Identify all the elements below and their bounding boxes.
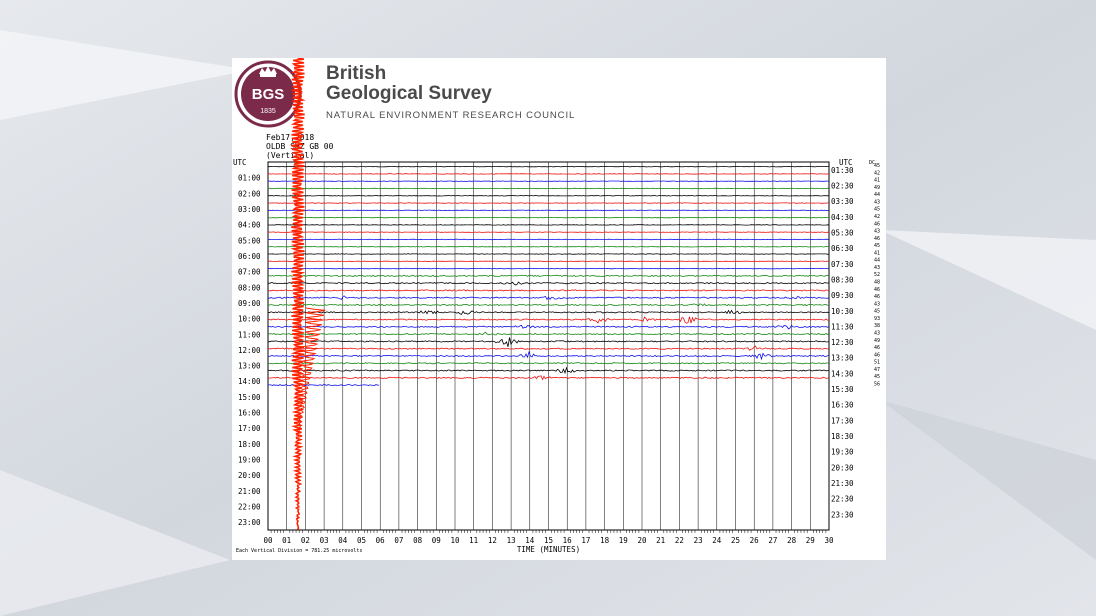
utc-hour-label: 03:00 (238, 204, 261, 214)
dc-value: 42 (874, 213, 881, 220)
dc-value: 43 (874, 301, 881, 308)
dc-value: 46 (874, 352, 881, 359)
x-tick-label: 25 (730, 536, 741, 545)
seismic-trace (268, 166, 829, 167)
x-axis-title: TIME (MINUTES) (516, 545, 581, 554)
utc-hour-label: 12:00 (238, 345, 261, 355)
utc-hour-label: 15:00 (238, 392, 261, 402)
utc-hour-label: 14:00 (238, 377, 261, 387)
x-tick-label: 03 (319, 536, 329, 545)
dc-value: 45 (874, 308, 881, 315)
org-subtitle: NATURAL ENVIRONMENT RESEARCH COUNCIL (326, 110, 576, 121)
x-tick-label: 16 (562, 536, 572, 545)
seismic-trace (268, 232, 829, 233)
x-tick-label: 21 (656, 536, 666, 545)
x-tick-label: 15 (543, 536, 554, 545)
x-tick-label: 23 (693, 536, 703, 545)
dc-value: 47 (874, 366, 881, 373)
x-tick-label: 13 (506, 536, 516, 545)
utc-hour-label: 06:00 (238, 251, 261, 261)
seismic-trace (268, 210, 829, 211)
utc-hour-label: 16:00 (238, 408, 261, 418)
x-tick-label: 01 (282, 536, 292, 545)
seismogram-plot (232, 58, 886, 560)
utc-halfhour-label: 13:30 (831, 353, 854, 363)
org-name-line1: British (326, 63, 387, 84)
utc-hour-label: 07:00 (238, 267, 261, 277)
x-tick-label: 12 (487, 536, 497, 545)
dc-value: 43 (874, 228, 881, 235)
utc-halfhour-label: 12:30 (831, 338, 854, 348)
dc-value: 45 (874, 163, 881, 169)
utc-hour-label: 21:00 (238, 486, 261, 496)
seismic-trace (268, 247, 829, 248)
x-tick-label: 08 (413, 536, 423, 545)
x-tick-label: 28 (787, 536, 797, 545)
x-tick-label: 14 (525, 536, 535, 545)
x-tick-label: 19 (618, 536, 628, 545)
dc-value: 49 (874, 337, 881, 344)
utc-halfhour-label: 15:30 (831, 385, 854, 395)
utc-hour-label: 22:00 (238, 502, 261, 512)
x-tick-label: 29 (805, 536, 815, 545)
x-tick-label: 11 (469, 536, 479, 545)
dc-value: 52 (874, 272, 881, 279)
dc-value: 42 (874, 170, 881, 177)
x-tick-label: 06 (375, 536, 385, 545)
dc-header: DC (869, 160, 876, 166)
dc-value: 45 (874, 243, 881, 250)
dc-value: 45 (874, 374, 881, 381)
dc-value: 44 (874, 192, 881, 199)
x-tick-label: 00 (263, 536, 273, 545)
dc-value: 44 (874, 257, 881, 264)
seismic-trace (268, 217, 829, 218)
x-tick-label: 02 (300, 536, 310, 545)
dc-value: 49 (874, 184, 881, 191)
x-tick-label: 10 (450, 536, 460, 545)
dc-value: 93 (874, 315, 881, 322)
dc-value: 56 (874, 381, 881, 388)
x-tick-label: 30 (824, 536, 834, 545)
seismic-trace (268, 181, 829, 182)
utc-hour-label: 13:00 (238, 361, 261, 371)
dc-value: 46 (874, 345, 881, 352)
seismic-trace (268, 268, 829, 269)
utc-hour-label: 01:00 (238, 173, 261, 183)
dc-value: 46 (874, 235, 881, 242)
utc-halfhour-label: 02:30 (831, 181, 854, 191)
utc-hour-label: 05:00 (238, 236, 261, 246)
utc-hour-label: 17:00 (238, 424, 261, 434)
x-tick-label: 27 (768, 536, 778, 545)
right-corner-label: UTC (839, 158, 853, 167)
utc-hour-label: 04:00 (238, 220, 261, 230)
utc-halfhour-label: 03:30 (831, 197, 854, 207)
x-tick-label: 09 (431, 536, 441, 545)
utc-halfhour-label: 11:30 (831, 322, 854, 332)
dc-value: 43 (874, 330, 881, 337)
utc-halfhour-label: 10:30 (831, 306, 854, 316)
seismic-trace (268, 385, 379, 386)
dc-value: 51 (874, 359, 881, 366)
x-tick-label: 17 (581, 536, 591, 545)
dc-value: 46 (874, 286, 881, 293)
utc-halfhour-label: 06:30 (831, 244, 854, 254)
utc-halfhour-label: 22:30 (831, 494, 854, 504)
dc-value: 41 (874, 177, 881, 184)
x-tick-label: 20 (637, 536, 647, 545)
dc-value: 45 (874, 206, 881, 213)
x-tick-label: 24 (712, 536, 722, 545)
utc-halfhour-label: 19:30 (831, 447, 854, 457)
utc-halfhour-label: 07:30 (831, 259, 854, 269)
seismic-trace (268, 261, 829, 262)
utc-halfhour-label: 21:30 (831, 479, 854, 489)
utc-halfhour-label: 05:30 (831, 228, 854, 238)
utc-halfhour-label: 14:30 (831, 369, 854, 379)
utc-hour-label: 08:00 (238, 283, 261, 293)
x-tick-label: 18 (600, 536, 610, 545)
utc-hour-label: 18:00 (238, 439, 261, 449)
utc-halfhour-label: 16:30 (831, 400, 854, 410)
dc-value: 46 (874, 221, 881, 228)
logo-abbreviation: BGS (251, 86, 285, 103)
earthquake-event (291, 58, 325, 530)
utc-halfhour-label: 08:30 (831, 275, 854, 285)
seismic-trace (268, 225, 829, 226)
utc-hour-label: 10:00 (238, 314, 261, 324)
org-name-line2: Geological Survey (326, 83, 492, 104)
utc-halfhour-label: 23:30 (831, 510, 854, 520)
seismic-trace (268, 196, 829, 197)
dc-value: 41 (874, 250, 881, 257)
earthquake-signal (291, 58, 304, 530)
x-tick-label: 22 (674, 536, 684, 545)
utc-hour-label: 02:00 (238, 189, 261, 199)
x-tick-label: 04 (338, 536, 348, 545)
dc-value: 46 (874, 294, 881, 301)
chart-title: Feb17,2018 (266, 133, 315, 142)
utc-halfhour-label: 09:30 (831, 291, 854, 301)
component-label: (Vertical) (266, 151, 315, 160)
utc-hour-label: 11:00 (238, 330, 261, 340)
dc-value: 48 (874, 279, 881, 286)
left-corner-label: UTC (233, 158, 247, 167)
utc-hour-label: 23:00 (238, 518, 261, 528)
seismogram-panel (232, 58, 886, 560)
utc-hour-label: 09:00 (238, 298, 261, 308)
footer-note: Each Vertical Division = 781.25 microvolts (236, 548, 363, 554)
dc-value: 43 (874, 199, 881, 206)
x-tick-label: 26 (749, 536, 759, 545)
dc-value: 43 (874, 264, 881, 271)
dc-value: 38 (874, 323, 881, 330)
utc-hour-label: 20:00 (238, 471, 261, 481)
logo-year: 1835 (260, 108, 276, 115)
utc-halfhour-label: 01:30 (831, 165, 854, 175)
utc-halfhour-label: 18:30 (831, 432, 854, 442)
utc-hour-label: 19:00 (238, 455, 261, 465)
x-tick-label: 07 (394, 536, 404, 545)
utc-halfhour-label: 20:30 (831, 463, 854, 473)
x-tick-label: 05 (356, 536, 367, 545)
station-code: OLDB SHZ GB 00 (266, 142, 334, 151)
seismic-trace (268, 188, 829, 189)
seismic-trace (268, 239, 829, 240)
utc-halfhour-label: 04:30 (831, 212, 854, 222)
utc-halfhour-label: 17:30 (831, 416, 854, 426)
